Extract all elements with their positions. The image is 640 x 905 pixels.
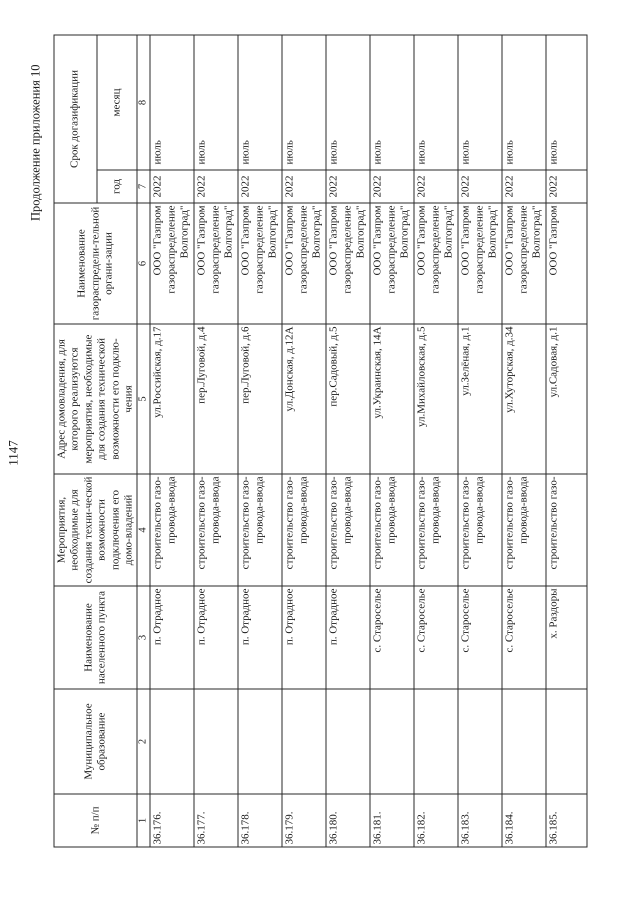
row-measures: строительство газо-провода-ввода: [238, 474, 282, 586]
column-number: 8: [137, 34, 150, 169]
column-number: 5: [137, 324, 150, 474]
row-number: 36.182.: [414, 794, 458, 847]
row-organization: ООО "Газпром: [546, 203, 587, 324]
row-measures: строительство газо-провода-ввода: [282, 474, 326, 586]
appendix-continuation-note: Продолжение приложения 10: [28, 64, 42, 221]
row-settlement: п. Отрадное: [150, 586, 194, 689]
table-row: [370, 34, 414, 846]
table-row: [458, 34, 502, 846]
row-municipality: [370, 689, 414, 794]
row-address: ул.Донская, д.12А: [282, 324, 326, 474]
row-organization: ООО "Газпром газораспределение Волгоград": [458, 203, 502, 324]
row-municipality: [546, 689, 587, 794]
row-month: июль: [458, 34, 502, 169]
header-month: месяц: [96, 34, 137, 169]
row-organization: ООО "Газпром газораспределение Волгоград": [150, 203, 194, 324]
row-organization: ООО "Газпром газораспределение Волгоград": [370, 203, 414, 324]
row-number: 36.185.: [546, 794, 587, 847]
header-measures: Мероприятия, необходимые для создания техни-ческой возможности подключения его домо-владений: [54, 474, 137, 586]
header-year: год: [96, 170, 137, 203]
row-organization: ООО "Газпром газораспределение Волгоград": [414, 203, 458, 324]
row-year: 2022: [194, 170, 238, 203]
row-settlement: с. Староселье: [414, 586, 458, 689]
row-number: 36.176.: [150, 794, 194, 847]
column-number: 3: [137, 586, 150, 689]
table-row: [546, 34, 587, 846]
row-year: 2022: [370, 170, 414, 203]
row-settlement: п. Отрадное: [326, 586, 370, 689]
header-organization: Наименование газораспредели-тельной органи-зации: [54, 203, 137, 324]
row-municipality: [282, 689, 326, 794]
row-measures: строительство газо-провода-ввода: [326, 474, 370, 586]
row-month: июль: [546, 34, 587, 169]
row-year: 2022: [546, 170, 587, 203]
header-num: № п/п: [54, 794, 137, 847]
table-row: [502, 34, 546, 846]
row-address: ул.Михайловская, д.5: [414, 324, 458, 474]
row-number: 36.180.: [326, 794, 370, 847]
row-settlement: с. Староселье: [458, 586, 502, 689]
row-address: пер.Луговой, д.4: [194, 324, 238, 474]
table-row: [414, 34, 458, 846]
row-month: июль: [282, 34, 326, 169]
row-year: 2022: [282, 170, 326, 203]
row-settlement: х. Раздоры: [546, 586, 587, 689]
row-year: 2022: [414, 170, 458, 203]
row-measures: строительство газо-провода-ввода: [458, 474, 502, 586]
column-number: 2: [137, 689, 150, 794]
row-address: ул.Зелёная, д.1: [458, 324, 502, 474]
row-address: ул.Российская, д.17: [150, 324, 194, 474]
page-number: 1147: [5, 439, 20, 466]
row-organization: ООО "Газпром газораспределение Волгоград": [194, 203, 238, 324]
row-organization: ООО "Газпром газораспределение Волгоград": [502, 203, 546, 324]
row-measures: строительство газо-провода-ввода: [194, 474, 238, 586]
table-row: [282, 34, 326, 846]
column-number: 4: [137, 474, 150, 586]
row-measures: строительство газо-: [546, 474, 587, 586]
row-number: 36.183.: [458, 794, 502, 847]
row-number: 36.179.: [282, 794, 326, 847]
row-settlement: с. Староселье: [370, 586, 414, 689]
column-number: 7: [137, 170, 150, 203]
row-address: пер.Садовый, д.5: [326, 324, 370, 474]
row-month: июль: [326, 34, 370, 169]
header-deadline: Срок догазификации: [54, 34, 97, 202]
table-row: [326, 34, 370, 846]
column-number-row: [137, 34, 150, 846]
column-number: 1: [137, 794, 150, 847]
row-year: 2022: [502, 170, 546, 203]
row-organization: ООО "Газпром газораспределение Волгоград": [238, 203, 282, 324]
row-year: 2022: [458, 170, 502, 203]
row-number: 36.181.: [370, 794, 414, 847]
row-municipality: [502, 689, 546, 794]
row-month: июль: [502, 34, 546, 169]
row-municipality: [194, 689, 238, 794]
row-month: июль: [194, 34, 238, 169]
header-settlement: Наименование населенного пункта: [54, 586, 137, 689]
row-organization: ООО "Газпром газораспределение Волгоград": [326, 203, 370, 324]
row-measures: строительство газо-провода-ввода: [502, 474, 546, 586]
header-municipality: Муниципальное образование: [54, 689, 137, 794]
row-settlement: п. Отрадное: [194, 586, 238, 689]
row-measures: строительство газо-провода-ввода: [150, 474, 194, 586]
column-number: 6: [137, 203, 150, 324]
row-settlement: п. Отрадное: [238, 586, 282, 689]
row-month: июль: [370, 34, 414, 169]
row-month: июль: [238, 34, 282, 169]
row-settlement: с. Староселье: [502, 586, 546, 689]
table-row: [150, 34, 194, 846]
row-number: 36.177.: [194, 794, 238, 847]
gasification-table: [53, 34, 587, 847]
row-address: пер.Луговой, д.6: [238, 324, 282, 474]
row-organization: ООО "Газпром газораспределение Волгоград": [282, 203, 326, 324]
row-municipality: [150, 689, 194, 794]
row-settlement: п. Отрадное: [282, 586, 326, 689]
row-year: 2022: [238, 170, 282, 203]
row-address: ул.Хуторская, д.34: [502, 324, 546, 474]
row-address: ул.Украинская, 14А: [370, 324, 414, 474]
row-municipality: [414, 689, 458, 794]
row-number: 36.178.: [238, 794, 282, 847]
row-measures: строительство газо-провода-ввода: [370, 474, 414, 586]
table-row: [194, 34, 238, 846]
table-row: [238, 34, 282, 846]
row-year: 2022: [150, 170, 194, 203]
row-municipality: [238, 689, 282, 794]
row-year: 2022: [326, 170, 370, 203]
row-address: ул.Садовая, д.1: [546, 324, 587, 474]
row-municipality: [326, 689, 370, 794]
row-measures: строительство газо-провода-ввода: [414, 474, 458, 586]
row-municipality: [458, 689, 502, 794]
row-month: июль: [150, 34, 194, 169]
row-number: 36.184.: [502, 794, 546, 847]
header-row: [54, 34, 97, 846]
row-month: июль: [414, 34, 458, 169]
header-address: Адрес домовладения, для которого реализуются мероприятия, необходимые для создания технической возможности его подклю-чения: [54, 324, 137, 474]
